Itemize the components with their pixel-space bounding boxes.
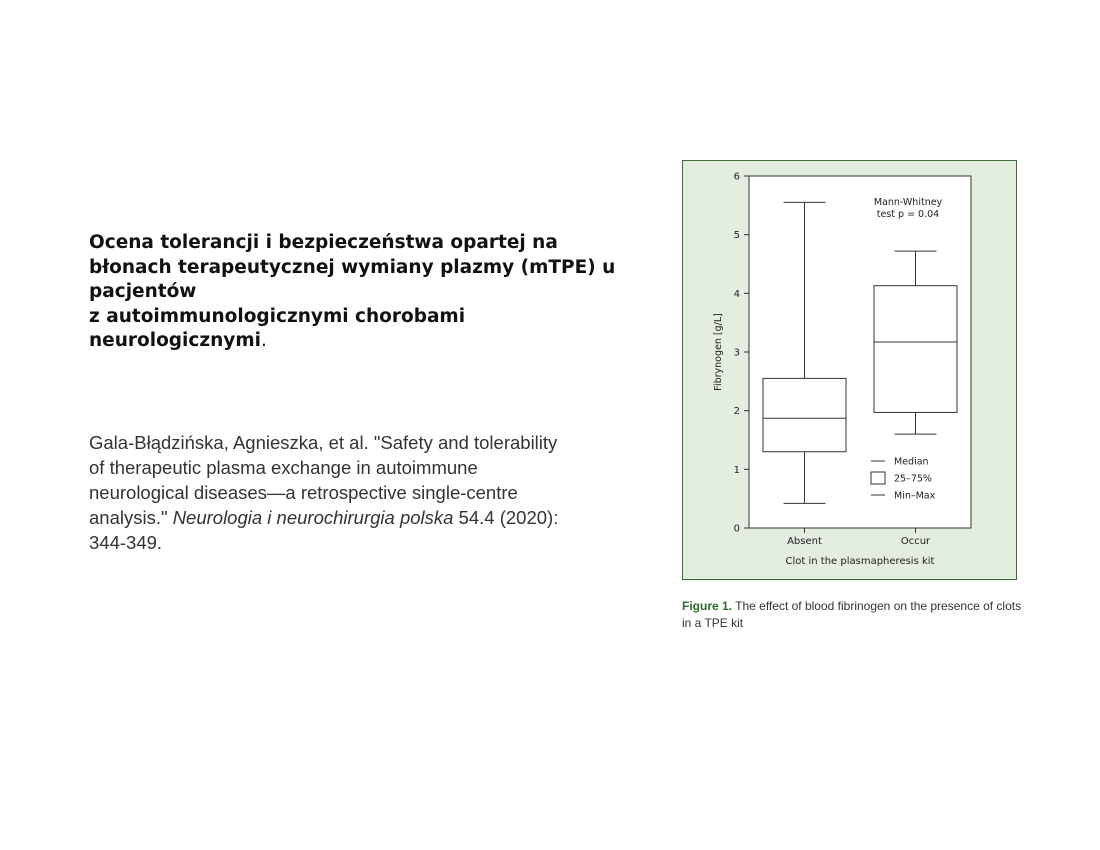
y-tick-label: 1 (733, 464, 740, 476)
x-tick-label: Occur (900, 536, 931, 547)
journal-name: Neurologia i neurochirurgia polska (172, 507, 454, 528)
title-line: z autoimmunologicznymi chorobami (89, 305, 466, 327)
slide-title (89, 231, 629, 354)
title-line: pacjentów (89, 281, 197, 302)
citation-line: neurological diseases—a retrospective single-centre (89, 482, 518, 503)
iqr-box (763, 378, 846, 451)
annotation-line: test p = 0.04 (876, 209, 940, 220)
y-tick-label: 6 (733, 171, 740, 183)
iqr-box (874, 286, 957, 413)
figure-panel (682, 160, 1017, 580)
y-tick-label: 0 (733, 523, 740, 535)
title-last-word: neurologicznymi (89, 330, 261, 351)
caption-figure-label: Figure 1. (682, 599, 733, 613)
y-axis-label: Fibrynogen [g/L] (713, 313, 724, 391)
legend-label: Median (894, 456, 929, 468)
caption-line (682, 598, 1022, 615)
title-line: Ocena tolerancji i bezpieczeństwa opartej na (89, 232, 558, 253)
y-tick-label: 3 (733, 347, 740, 359)
citation-text: 54.4 (2020): (453, 507, 559, 528)
citation-text: analysis." (89, 507, 173, 528)
legend-label: Min–Max (894, 490, 936, 502)
boxplot-chart (683, 161, 1016, 579)
title-period: . (260, 330, 267, 351)
annotation-line: Mann-Whitney (873, 197, 943, 208)
y-tick-label: 2 (733, 406, 740, 418)
citation-line: of therapeutic plasma exchange in autoimmune (89, 457, 478, 478)
x-axis-label: Clot in the plasmapheresis kit (785, 556, 935, 567)
title-line: błonach terapeutycznej wymiany plazmy (mTPE) u (89, 256, 616, 278)
y-tick-label: 4 (733, 288, 740, 300)
legend-label: 25–75% (894, 473, 932, 485)
legend-box-swatch (871, 472, 885, 484)
citation-line: Gala-Błądzińska, Agnieszka, et al. "Safety and tolerability (89, 432, 558, 453)
caption-line: in a TPE kit (682, 616, 744, 630)
caption-text: The effect of blood fibrinogen on the presence of clots (732, 599, 1022, 613)
citation-line (89, 505, 629, 530)
x-tick-label: Absent (787, 536, 822, 547)
citation (89, 430, 629, 555)
citation-line: 344-349. (89, 532, 163, 553)
title-line (89, 329, 629, 354)
figure-caption (682, 598, 1022, 632)
y-tick-label: 5 (733, 230, 740, 242)
